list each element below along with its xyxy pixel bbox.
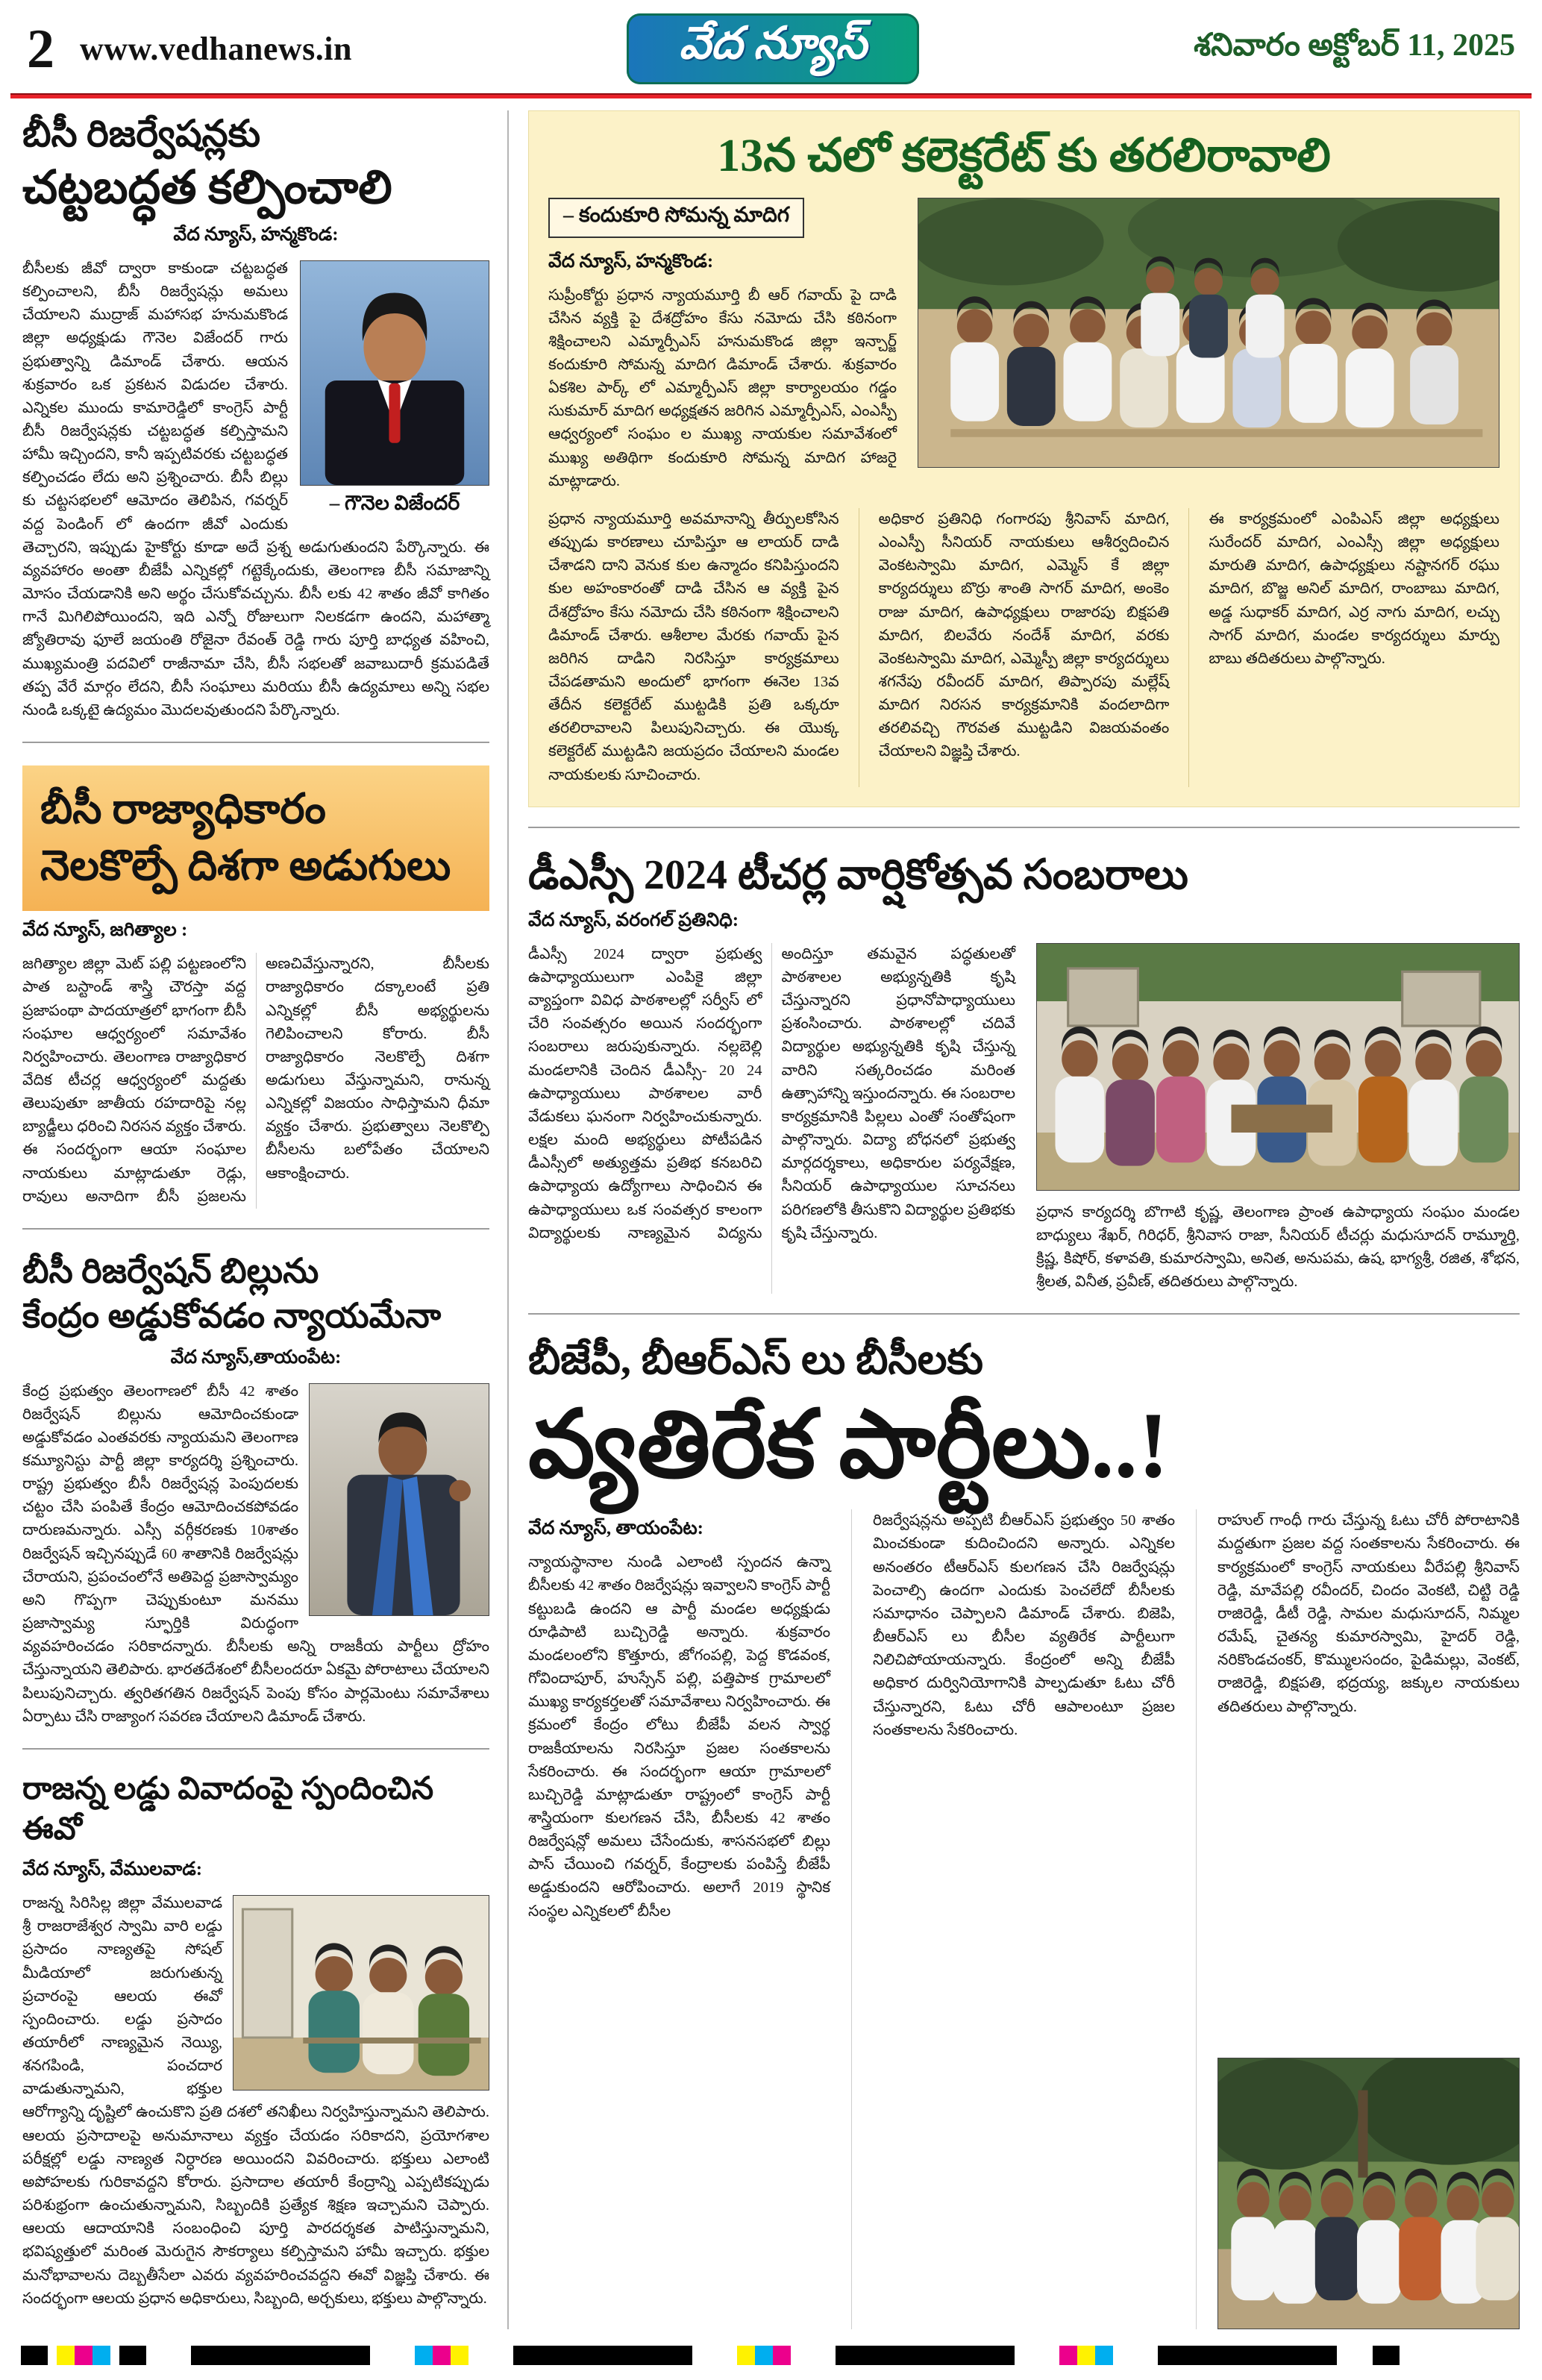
color-bar-segment xyxy=(1095,2346,1113,2365)
column-1: ప్రధాన న్యాయమూర్తి అవమానాన్ని తీర్పులకోసిన తప్పుడు కారణాలు చూపిస్తూ ఆ లాయర్ దాడి చేశాడని దాని వెనుక కుల ఉన్మాదం కనిపిస్తుందని కుల అహంకారంతో దాడి చేసిన ఆ వ్యక్తి పైన దేశద్రోహం కేసు నమోదు చేసి కఠినంగా శిక్షించాలని డిమాండ్ చేశారు. ఆశీలాల మేరకు గవాయ్ పైన జరిగిన దాడిని నిరసిస్తూ కార్యక్రమాలు చేపడతామని అందులో భాగంగా ఈనెల 13వ తేదీన కలెక్టరేట్ ముట్టడికి ప్రతి ఒక్కరూ తరలిరావాలని పిలుపునిచ్చారు. ఈ యొక్క కలెక్టరేట్ ముట్టడిని జయప్రదం చేయాలని మండల నాయకులకు సూచించారు. xyxy=(548,510,839,783)
headline-line-1: బీసీ రాజ్యాధికారం xyxy=(40,786,326,833)
column-1: న్యాయస్థానాల నుండి ఎలాంటి స్పందన ఉన్నా బీసీలకు 42 శాతం రిజర్వేషన్లు ఇవ్వాలని కాంగ్రెస్ పార్టీ కట్టుబడి ఉందని ఆ పార్టీ మండల అధ్యక్షుడు రూఢిపాటి బుచ్చిరెడ్డి అన్నారు. శుక్రవారం మండలంలోని కొత్తూరు, జోగంపల్లి, పెద్ద కొడవంక, గోవిందాపూర్, హుస్సేన్ పల్లి, పత్తిపాక గ్రామాలలో ముఖ్య కార్యకర్తలతో సమావేశాలు నిర్వహించారు. ఈ క్రమంలో కేంద్రం లోటు బీజేపీ వలన స్వార్థ రాజకీయాలను నిరసిస్తూ ప్రజల సంతకాలను సేకరించారు. ఈ సందర్భంగా ఆయా గ్రామాలలో బుచ్చిరెడ్డి మాట్లాడుతూ రాష్ట్రంలో కాంగ్రెస్ పార్టీ శాస్త్రియంగా కులగణన చేసి, బీసీలకు 42 శాతం రిజర్వేషన్లో అమలు చేసేందుకు, శాసనసభలో బిల్లు పాస్ చేయించి గవర్నర్, కేంద్రాలకు పంపిస్తే బీజేపీ అడ్డుకుందని ఆరోపించారు. అలాగే 2019 స్థానిక సంస్థల ఎన్నికలలో బీసీల xyxy=(528,1554,830,1920)
color-bar-segment xyxy=(110,2346,119,2365)
meeting-photo xyxy=(918,198,1499,468)
color-bar-segment xyxy=(93,2346,110,2365)
article-body: రాజన్న సిరిసిల్ల జిల్లా వేములవాడ శ్రీ రాజరాజేశ్వర స్వామి వారి లడ్డు ప్రసాదం నాణ్యతపై సోషల్ మీడియాలో జరుగుతున్న ప్రచారంపై ఆలయ ఈవో స్పందించారు. లడ్డు ప్రసాదం తయారీలో నాణ్యమైన నెయ్యి, శనగపిండి, పంచదార వాడుతున్నామని, భక్తుల ఆరోగ్యాన్ని దృష్టిలో ఉంచుకొని ప్రతి దశలో తనిఖీలు నిర్వహిస్తున్నామని తెలిపారు. ఆలయ ప్రసాదాలపై అనుమానాలు వ్యక్తం చేయడం సరికాదని, ప్రయోగశాల పరీక్షల్లో లడ్డు నాణ్యత నిర్ధారణ అయిందని వివరించారు. భక్తులు ఎలాంటి అపోహలకు గురికావద్దని కోరారు. ప్రసాదాల తయారీ కేంద్రాన్ని ఎప్పటికప్పుడు పరిశుభ్రంగా ఉంచుతున్నామని, సిబ్బందికి ప్రత్యేక శిక్షణ ఇచ్చామని చెప్పారు. ఆలయ ఆదాయానికి సంబంధించి పూర్తి పారదర్శకత పాటిస్తున్నామని, భవిష్యత్తులో మరింత మెరుగైన సౌకర్యాలు కల్పిస్తామని హామీ ఇచ్చారు. భక్తుల మనోభావాలను దెబ్బతీసేలా ఎవరు వ్యవహరించవద్దని ఈవో విజ్ఞప్తి చేశారు. ఈ సందర్భంగా ఆలయ ప్రధాన అధికారులు, సిబ్బంది, అర్చకులు, భక్తులు పాల్గొన్నారు. xyxy=(22,1895,489,2307)
masthead-logo: వేద న్యూస్ xyxy=(627,13,919,84)
dateline: వేద న్యూస్, హన్మకొండ: xyxy=(173,224,339,245)
color-bar-segment xyxy=(513,2346,692,2365)
color-bar-segment xyxy=(468,2346,513,2365)
color-bar-segment xyxy=(1059,2346,1077,2365)
color-bar-segment xyxy=(1337,2346,1373,2365)
article-chalo-collectorate xyxy=(528,110,1520,807)
dateline: వేద న్యూస్, తాయంపేట: xyxy=(528,1518,703,1539)
column-2: అధికార ప్రతినిధి గంగారపు శ్రీనివాస్ మాదిగ, ఎంఎస్పీ సీనియర్ నాయకులు ఆశీర్వదించిన వెంకటస్వామి మాదిగ, ఎమ్మెస్ కే జిల్లా కార్యదర్శులు బొర్రు శాంతి సాగర్ మాదిగ, అంకెం రాజు మాదిగ, ఉపాధ్యక్షులు రాజారపు బిక్షపతి మాదిగ, బిలవేరు నందేశ్ మాదిగ, వరకు వెంకటస్వామి మాదిగ, ఎమ్మెస్పీ జిల్లా కార్యదర్శులు శగనేపు రవీందర్ మాదిగ, తిప్పారపు మల్లేష్ మాదిగ నిరసన కార్యక్రమానికి వందలాదిగా తరలివచ్చి గౌరవత ముట్టడిని విజయవంతం చేయాలని విజ్ఞప్తి చేశారు. xyxy=(859,508,1170,787)
color-bar-segment xyxy=(119,2346,146,2365)
article-kicker: బీసీ రిజర్వేషన్లకు xyxy=(22,113,261,154)
column-3: ఈ కార్యక్రమంలో ఎంపిఎస్ జిల్లా అధ్యక్షులు సురేందర్ మాదిగ, ఎంఎస్సీ జిల్లా అధ్యక్షులు మారుతి మాదిగ, ఉపాధ్యక్షులు నష్టానగర్ రఘు మాదిగ, బొజ్జ అనిల్ మాదిగ, రాంబాబు మాదిగ, అడ్డ సుధాకర్ మాదిగ, ఎర్ర నాగు మాదిగ, లచ్చు సాగర్ మాదిగ, మండల కార్యదర్శులు మార్పు బాబు తదితరులు పాల్గొన్నారు. xyxy=(1188,508,1499,787)
print-color-bar xyxy=(21,2346,1521,2365)
color-bar-segment xyxy=(755,2346,773,2365)
photo-figure xyxy=(300,260,489,520)
page-number: 2 xyxy=(27,18,54,80)
article-headline: వ్యతిరేక పార్టీలు..! xyxy=(528,1394,1169,1498)
issue-date: శనివారం అక్టోబర్ 11, 2025 xyxy=(1194,28,1515,63)
names-text: ప్రధాన కార్యదర్శి బొగాటి కృష్ణ, తెలంగాణ ప్రాంత ఉపాధ్యాయ సంఘం మండల బాధ్యులు శేఖర్, గిరిధర్, శ్రీనివాస రాజా, సీనియర్ టీచర్లు మధుసూదన్ రామ్మూర్తి, క్రిష్ణ, కిషోర్, కళావతి, కుమారస్వామి, అనిత, అనుపమ, ఉష, భాగ్యశ్రీ, రజిత, శోభన, శ్రీలత, వినీత, ప్రవీణ్, తదితరులు పాల్గొన్నారు. xyxy=(1036,1203,1520,1291)
article-kicker: బీజేపీ, బీఆర్ఎస్ లు బీసీలకు xyxy=(528,1337,984,1384)
color-bar-segment xyxy=(791,2346,836,2365)
dateline: వేద న్యూస్,తాయంపేట: xyxy=(170,1347,342,1368)
color-bar-segment xyxy=(1015,2346,1059,2365)
byline: – కందుకూరి సోమన్న మాదిగ xyxy=(548,198,804,238)
color-bar-segment xyxy=(370,2346,415,2365)
page-footer xyxy=(0,2341,1542,2380)
color-bar-segment xyxy=(1373,2346,1400,2365)
page-content xyxy=(0,98,1542,2341)
article-body: బీసీలకు జీవో ద్వారా కాకుండా చట్టబద్ధత కల్పించాలని, బీసీ రిజర్వేషన్లు అమలు చేయాలని ముద్రాజ్ మహాసభ హనుమకొండ జిల్లా అధ్యక్షుడు గౌనెల విజేందర్ గారు ప్రభుత్వాన్ని డిమాండ్ చేశారు. ఆయన శుక్రవారం ఒక ప్రకటన విడుదల చేశారు. ఎన్నికల ముందు కామారెడ్డిలో కాంగ్రెస్ పార్టీ బీసీ రిజర్వేషన్లకు చట్టబద్ధత కల్పిస్తామని హామీ ఇచ్చిందని, కానీ ఇప్పటివరకు చట్టబద్ధత కల్పించడం లేదు అని ప్రశ్నించారు. బీసీ బిల్లు కు చట్టసభలలో ఆమోదం తెలిపిన, గవర్నర్ వద్ద పెండింగ్ లో ఉందగా జీవో ఎందుకు తెచ్చారని, ఇప్పుడు హైకోర్టు కూడా అదే ప్రశ్న అడుగుతుందని పేర్కొన్నారు. ఈ వ్యవహారం అంతా బీజేపీ ఎన్నికల్లో గట్టెక్కేందుకు, తెలంగాణ బీసీ సమాజాన్ని మోసం చేయడానికి అని అర్థం చేసుకోవచ్చును. బీసీ లకు 42 శాతం జీవో కాగితం గానే మిగిలిపోయిందని, ఇది ఎన్నో రోజులుగా నిలకడగా ఉందని, మహాత్మా జ్యోతిరావు ఫూలే జయంతి రోజైనా రేవంత్ రెడ్డి గారు పూర్తి బాధ్యత వహించి, ముఖ్యమంత్రి పదవిలో రాజీనామా చేసి, బీసీ సభలతో జవాబుదారీ క్రమపడితే తప్ప వేరే మార్గం లేదని, బీసీ సంఘాలు మరియు బీసీ ఉద్యమాలు అన్ని సభల నుండి ఒక్కటై ఉద్యమం మొదలవుతుందని పేర్కొన్నారు. xyxy=(22,260,489,718)
headline-line-2: నెలకొల్పే దిశగా అడుగులు xyxy=(40,842,451,889)
headline-line-2: కేంద్రం అడ్డుకోవడం న్యాయమేనా xyxy=(22,1296,442,1335)
article-headline: రాజన్న లడ్డు వివాదంపై స్పందించిన ఈవో xyxy=(22,1771,434,1847)
color-bar-segment xyxy=(773,2346,791,2365)
column-2: రిజర్వేషన్లను అప్పటి బీఆర్ఎస్ ప్రభుత్వం 50 శాతం మించకుండా కుదించిందని అన్నారు. ఎన్నికల అనంతరం టీఆర్ఎస్ కులగణన చేసి రిజర్వేషన్లు పెంచాల్సి ఉందగా ఎందుకు పెంచలేదో బీసీలకు సమాధానం చెప్పాలని డిమాండ్ చేశారు. బిజెపి, బీఆర్ఎస్ లు బీసీల వ్యతిరేక పార్టీలుగా నిలిచిపోయాయన్నారు. కేంద్రంలో అన్ని బీజేపీ అధికార దుర్వినియోగానికి పాల్పడుతూ ఓటు చోరీ చేస్తున్నారని, ఓటు చోరీ ఆపాలంటూ ప్రజల సంతకాలను సేకరించారు. xyxy=(873,1512,1175,1738)
article-body: డీఎస్సీ 2024 ద్వారా ప్రభుత్వ ఉపాధ్యాయులుగా ఎంపికై జిల్లా వ్యాప్తంగా వివిధ పాఠశాలల్లో సర్వీస్ లో చేరి సంవత్సరం అయిన సందర్భంగా సంబరాలు జరుపుకున్నారు. నల్లబెల్లి మండలానికి చెందిన డీఎస్సీ- 20 24 ఉపాధ్యాయులు పాఠశాలల వారీ వేడుకలు ఘనంగా నిర్వహించుకున్నారు. లక్షల మంది అభ్యర్థులు పోటీపడిన డీఎస్సీలో అత్యుత్తమ ప్రతిభ కనబరిచి ఉపాధ్యాయ ఉద్యోగాలు సాధించిన ఈ ఉపాధ్యాయులు ఒక సంవత్సర కాలంగా విద్యార్థులకు నాణ్యమైన విద్యను అందిస్తూ తమవైన పద్ధతులతో పాఠశాలల అభ్యున్నతికి కృషి చేస్తున్నారని ప్రధానోపాధ్యాయులు ప్రశంసించారు. పాఠశాలల్లో చదివే విద్యార్థుల అభ్యున్నతికి కృషి చేస్తున్న వారిని సత్కరించడం మరింత ఉత్సాహాన్ని ఇస్తుందన్నారు. ఈ సంబరాల కార్యక్రమానికి పిల్లలు ఎంతో సంతోషంగా పాల్గొన్నారు. విద్యా బోధనలో ప్రభుత్వ మార్గదర్శకాలు, అధికారుల పర్యవేక్షణ, సీనియర్ ఉపాధ్యాయుల సూచనలు పరిగణలోకి తీసుకొని విద్యార్థుల ప్రతిభకు కృషి చేస్తున్నారు. xyxy=(528,945,1015,1241)
photo-figure xyxy=(918,198,1499,493)
article-body-row xyxy=(528,943,1520,1294)
photo-figure xyxy=(233,1895,489,2091)
article-columns xyxy=(548,508,1499,787)
dateline: వేద న్యూస్, హన్మకొండ: xyxy=(548,251,714,272)
divider xyxy=(22,1228,489,1230)
color-bar-segment xyxy=(1113,2346,1158,2365)
color-bar-segment xyxy=(146,2346,191,2365)
speaker-photo xyxy=(309,1383,489,1616)
dateline: వేద న్యూస్, వేములవాడ: xyxy=(22,1859,203,1880)
color-bar-segment xyxy=(433,2346,451,2365)
outdoor-group-photo xyxy=(1217,2058,1520,2329)
article-headline: చట్టబద్ధత కల్పించాలి xyxy=(22,162,392,213)
article-columns xyxy=(528,1509,1520,2329)
color-bar-segment xyxy=(1158,2346,1337,2365)
color-bar-segment xyxy=(451,2346,468,2365)
column-3: రాహుల్ గాంధీ గారు చేస్తున్న ఓటు చోరీ పోరాటానికి మద్దతుగా ప్రజల వద్ద సంతకాలను సేకరించారు. ఈ కార్యక్రమంలో కాంగ్రెస్ నాయకులు వీరేపల్లి శ్రీనివాస్ రెడ్డి, మావేపల్లి రవీందర్, చిందం వెంకటి, చిట్టి రెడ్డి రాజిరెడ్డి, డీటీ రెడ్డి, సామల మధుసూదన్, నిమ్మల రమేష్, చైతన్య కుమారస్వామి, హైదర్ రెడ్డి, నరికొండచంకర్, కొమ్ములసందం, పైడిమల్లు, వెంకట్, రాజిరెడ్డి, బిక్షపతి, భద్రయ్య, జక్కుల నాయకులు తదితరులు పాల్గొన్నారు. xyxy=(1217,1512,1520,1715)
photo-figure xyxy=(1036,943,1520,1294)
article-bc-bill xyxy=(22,1249,489,1729)
article-rajanna-laddu xyxy=(22,1769,489,2329)
article-body: జగిత్యాల జిల్లా మెట్ పల్లి పట్టణంలోని పాత బస్టాండ్ శాస్త్రి చౌరస్తా వద్ద ప్రజాపంథా పాదయాత్రలో భాగంగా బీసీ సంఘాల ఆధ్వర్యంలో సమావేశం నిర్వహించారు. తెలంగాణ రాజ్యాధికార వేదిక టీచర్ల ఆధ్వర్యంలో మద్దతు తెలుపుతూ జాతీయ రహదారిపై నల్ల బ్యాడ్జీలు ధరించి నిరసన వ్యక్తం చేశారు. ఈ సందర్భంగా ఆయా సంఘాల నాయకులు మాట్లాడుతూ రెడ్లు, రావులు అనాదిగా బీసీ ప్రజలను అణచివేస్తున్నారని, బీసీలకు రాజ్యాధికారం దక్కాలంటే ప్రతి ఎన్నికల్లో బీసీ అభ్యర్థులను గెలిపించాలని కోరారు. బీసీ రాజ్యాధికారం నెలకొల్పే దిశగా అడుగులు వేస్తున్నామని, రానున్న ఎన్నికల్లో విజయం సాధిస్తామని ధీమా వ్యక్తం చేశారు. ప్రభుత్వాలు నెలకొల్పి బీసీలను బలోపేతం చేయాలని ఆకాంక్షించారు. xyxy=(22,956,489,1205)
divider xyxy=(22,1748,489,1750)
photo-caption: – గౌనెల విజేందర్ xyxy=(329,491,460,514)
article-body: కేంద్ర ప్రభుత్వం తెలంగాణలో బీసీ 42 శాతం రిజర్వేషన్ బిల్లును ఆమోదించకుండా అడ్డుకోవడం ఎంతవరకు న్యాయమని తెలంగాణ కమ్యూనిస్టు పార్టీ జిల్లా కార్యదర్శి ప్రశ్నించారు. రాష్ట్ర ప్రభుత్వం బీసీ రిజర్వేషన్ల పెంపుదలకు చట్టం చేసి పంపితే కేంద్రం ఆమోదించకపోవడం దారుణమన్నారు. ఎస్సీ వర్గీకరణకు 10శాతం రిజర్వేషన్ ఇచ్చినప్పుడే 60 శాతానికి రిజర్వేషన్లు చేరాయని, ప్రపంచంలోనే అతిపెద్ద ప్రజాస్వామ్యం అని గొప్పగా చెప్పుకుంటూ మనము ప్రజాస్వామ్య స్ఫూర్తికి విరుద్ధంగా వ్యవహరించడం సరికాదన్నారు. బీసీలకు అన్ని రాజకీయ పార్టీలు ద్రోహం చేస్తున్నాయని తెలిపారు. భారతదేశంలో బీసీలందరూ ఏకమై పోరాటాలు చేయాలని పిలుపునిచ్చారు. త్వరితగతిన రిజర్వేషన్ పెంపు కోసం పార్లమెంటు సమావేశాలు ఏర్పాటు చేసి రాజ్యాంగ సవరణ చేయాలని డిమాండ్ చేశారు. xyxy=(22,1382,489,1725)
color-bar-segment xyxy=(415,2346,433,2365)
portrait-photo xyxy=(300,260,489,486)
divider xyxy=(22,742,489,743)
color-bar-segment xyxy=(21,2346,48,2365)
color-bar-segment xyxy=(75,2346,93,2365)
article-bc-legal xyxy=(22,110,489,722)
article-lead: సుప్రీంకోర్టు ప్రధాన న్యాయమూర్తి బీ ఆర్ గవాయ్ పై దాడి చేసిన వ్యక్తి పై దేశద్రోహం కేసు నమోదు చేసి కఠినంగా శిక్షించాలని ఎమ్మార్పీఎస్ హనుమకొండ జిల్లా ఇన్చార్జ్ కందుకూరి సోమన్న మాదిగ డిమాండ్ చేశారు. శుక్రవారం ఏకశిల పార్క్ లో ఎమ్మార్పీఎస్ జిల్లా కార్యాలయం గడ్డం సుకుమార్ మాదిగ అధ్యక్షతన జరిగిన ఎమ్మార్పీఎస్, ఎంఎస్పీ ఆధ్వర్యంలో సంఘం ల ముఖ్య నాయకుల సమావేశంలో ముఖ్య అతిథిగా కందుకూరి సోమన్న మాదిగ హాజరై మాట్లాడారు. xyxy=(548,286,897,489)
highlighted-headline xyxy=(22,765,489,911)
color-bar-segment xyxy=(191,2346,370,2365)
column-2-wrap xyxy=(851,1509,1175,2329)
dateline: వేద న్యూస్, జగిత్యాల : xyxy=(22,920,188,941)
divider xyxy=(528,1313,1520,1315)
article-headline: డీఎస్సీ 2024 టీచర్ల వార్షికోత్సవ సంబరాలు xyxy=(528,851,1188,898)
group-photo xyxy=(1036,943,1520,1191)
page-header xyxy=(0,0,1542,93)
color-bar-segment xyxy=(692,2346,737,2365)
article-lead-row xyxy=(548,198,1499,493)
column-3-wrap xyxy=(1196,1509,1520,2329)
lead-text-block xyxy=(548,198,897,493)
right-column xyxy=(509,110,1520,2329)
color-bar-segment xyxy=(737,2346,755,2365)
column-1-wrap xyxy=(528,1509,830,2329)
article-dsc-teachers xyxy=(528,848,1520,1294)
divider xyxy=(528,827,1520,828)
color-bar-segment xyxy=(48,2346,57,2365)
dateline: వేద న్యూస్, వరంగల్ ప్రతినిధి: xyxy=(528,909,739,930)
color-bar-segment xyxy=(836,2346,1015,2365)
article-headline: 13న చలో కలెక్టరేట్ కు తరలిరావాలి xyxy=(717,131,1331,181)
article-bc-rajyadhikaram xyxy=(22,762,489,1209)
left-column xyxy=(22,110,509,2329)
article-headline xyxy=(22,1249,489,1338)
article-anti-bc-parties xyxy=(528,1334,1520,2329)
photo-figure xyxy=(309,1383,489,1616)
headline-line-1: బీసీ రిజర్వేషన్ బిల్లును xyxy=(22,1251,319,1290)
website-url: www.vedhanews.in xyxy=(80,31,352,67)
officials-photo xyxy=(233,1895,489,2091)
header-rule xyxy=(10,93,1532,98)
color-bar-segment xyxy=(1077,2346,1095,2365)
color-bar-segment xyxy=(57,2346,75,2365)
